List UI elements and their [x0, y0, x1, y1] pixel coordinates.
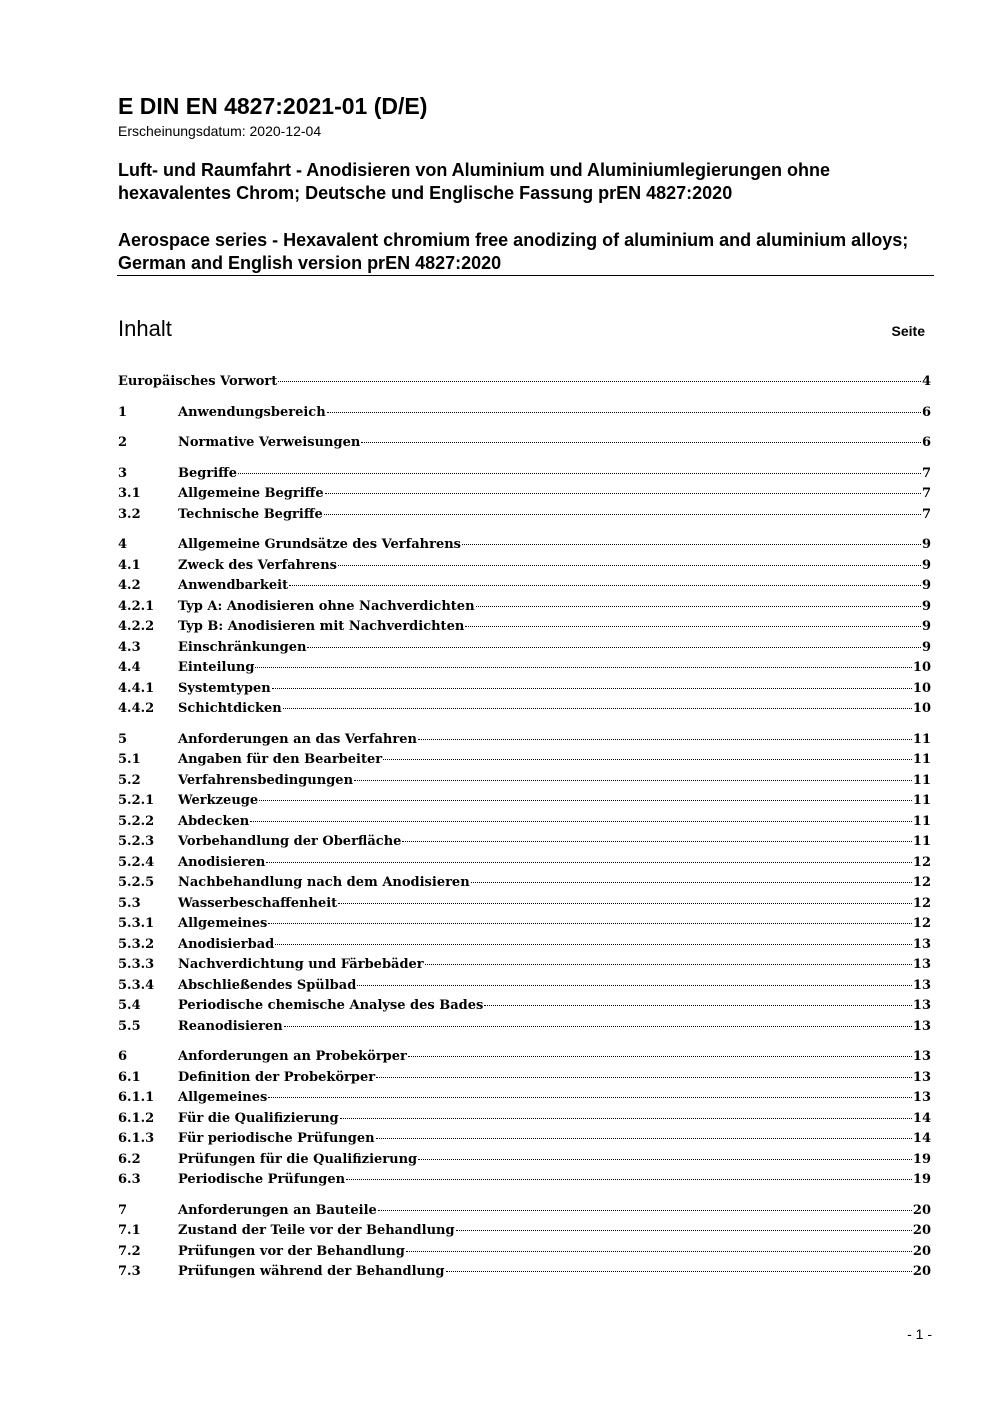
toc-dot-leader [238, 473, 921, 474]
toc-entry-title: Periodische Prüfungen [178, 1172, 346, 1187]
toc-entry[interactable] [118, 1068, 931, 1089]
toc-entry[interactable] [118, 464, 931, 485]
toc-entry-page: 13 [912, 977, 931, 993]
toc-entry[interactable] [118, 1150, 931, 1171]
toc-entry-number: 4.2.2 [118, 619, 155, 634]
toc-entry-title: Anforderungen an das Verfahren [178, 731, 417, 747]
toc-entry-page: 7 [921, 506, 931, 522]
toc-entry-page: 11 [912, 793, 931, 808]
toc-entry[interactable] [118, 935, 931, 956]
toc-entry-number: 5.3 [118, 895, 141, 911]
toc-entry[interactable] [118, 505, 931, 526]
toc-entry-title: Technische Begriffe [178, 506, 323, 522]
toc-entry-number: 7.2 [118, 1243, 141, 1259]
toc-entry[interactable] [118, 576, 931, 597]
toc-entry-page: 14 [912, 1110, 931, 1126]
toc-entry-title: Vorbehandlung der Oberfläche [178, 834, 402, 849]
toc-entry-title: Abdecken [178, 813, 250, 829]
toc-entry-page: 11 [912, 834, 931, 849]
header-divider [117, 275, 934, 276]
table-of-contents [118, 372, 931, 1283]
toc-entry-title: Für die Qualifizierung [178, 1110, 339, 1126]
toc-dot-leader [376, 1077, 912, 1078]
toc-entry-title: Anodisieren [178, 854, 266, 870]
toc-entry[interactable] [118, 1088, 931, 1109]
toc-entry-title: Verfahrensbedingungen [178, 772, 354, 788]
toc-entry-page: 13 [912, 1049, 931, 1064]
toc-dot-leader [283, 708, 912, 709]
toc-entry-number: 5.3.2 [118, 936, 155, 952]
toc-entry-number: 6.1.1 [118, 1090, 155, 1105]
toc-entry-page: 13 [912, 1069, 931, 1085]
toc-entry[interactable] [118, 597, 931, 618]
toc-entry-page: 9 [921, 557, 931, 573]
toc-dot-leader [346, 1179, 912, 1180]
toc-entry-title: Anwendbarkeit [178, 578, 289, 593]
toc-entry-page: 4 [921, 374, 931, 389]
toc-entry-number: 5.5 [118, 1018, 141, 1034]
toc-entry[interactable] [118, 1129, 931, 1150]
toc-entry-title: Abschließendes Spülbad [178, 977, 357, 993]
toc-entry-title: Anforderungen an Probekörper [178, 1049, 407, 1064]
toc-entry-page: 11 [912, 772, 931, 788]
toc-entry[interactable] [118, 617, 931, 638]
toc-entry[interactable] [118, 996, 931, 1017]
toc-entry-number: 6.1.2 [118, 1110, 155, 1126]
toc-entry-title: Für periodische Prüfungen [178, 1131, 375, 1146]
toc-entry[interactable] [118, 403, 931, 424]
publication-date: Erscheinungsdatum: 2020-12-04 [118, 123, 322, 139]
toc-entry[interactable] [118, 894, 931, 915]
toc-dot-leader [383, 759, 912, 760]
toc-entry-title: Einschränkungen [178, 639, 307, 655]
toc-entry-number: 6.3 [118, 1172, 141, 1187]
toc-entry-page: 19 [912, 1151, 931, 1167]
toc-entry-title: Anwendungsbereich [178, 404, 326, 420]
document-id: E DIN EN 4827:2021-01 (D/E) [118, 93, 428, 119]
toc-entry-title: Definition der Probekörper [178, 1069, 376, 1085]
toc-entry-page: 9 [921, 639, 931, 655]
toc-entry-title: Typ A: Anodisieren ohne Nachverdichten [178, 598, 475, 614]
toc-entry[interactable] [118, 1017, 931, 1038]
toc-entry[interactable] [118, 873, 931, 894]
toc-entry[interactable] [118, 433, 931, 454]
toc-entry-number: 5.2.4 [118, 854, 155, 870]
toc-entry-page: 12 [912, 895, 931, 911]
toc-entry[interactable] [118, 1201, 931, 1222]
toc-entry-page: 11 [912, 813, 931, 829]
toc-entry-number: 4.2.1 [118, 598, 155, 614]
toc-entry[interactable] [118, 699, 931, 720]
toc-entry-number: 4 [118, 537, 128, 552]
toc-entry[interactable] [118, 535, 931, 556]
toc-dot-leader [268, 923, 912, 924]
toc-entry-number: 6.1.3 [118, 1131, 155, 1146]
toc-entry[interactable] [118, 1170, 931, 1191]
page-number: - 1 - [907, 1326, 932, 1342]
toc-entry-title: Nachbehandlung nach dem Anodisieren [178, 875, 470, 890]
toc-dot-leader [338, 565, 921, 566]
toc-entry[interactable] [118, 812, 931, 833]
toc-entry[interactable] [118, 853, 931, 874]
toc-entry-page: 13 [912, 936, 931, 952]
toc-entry-title: Normative Verweisungen [178, 435, 361, 450]
toc-entry-number: 5.2 [118, 772, 141, 788]
toc-dot-leader [325, 493, 921, 494]
toc-entry[interactable] [118, 556, 931, 577]
toc-entry-page: 6 [921, 435, 931, 450]
toc-dot-leader [376, 1138, 912, 1139]
toc-dot-leader [408, 1056, 912, 1057]
toc-entry-page: 7 [921, 465, 931, 481]
toc-dot-leader [446, 1271, 912, 1272]
toc-entry-number: 5 [118, 731, 128, 747]
toc-entry-number: 7 [118, 1202, 128, 1218]
toc-entry-number: 5.2.2 [118, 813, 155, 829]
toc-entry-number: 4.4 [118, 660, 141, 675]
toc-entry-title: Systemtypen [178, 680, 271, 696]
toc-dot-leader [272, 688, 912, 689]
toc-dot-leader [462, 544, 921, 545]
toc-entry-number: 4.1 [118, 557, 141, 573]
toc-dot-leader [406, 1251, 912, 1252]
toc-entry-number: 5.2.3 [118, 834, 155, 849]
toc-dot-leader [340, 1118, 912, 1119]
toc-entry-title: Einteilung [178, 660, 255, 675]
toc-entry-page: 9 [921, 537, 931, 552]
toc-dot-leader [266, 862, 912, 863]
toc-entry-page: 7 [921, 486, 931, 501]
toc-entry-number: 6.2 [118, 1151, 141, 1167]
toc-entry[interactable] [118, 750, 931, 771]
toc-page-label: Seite [891, 323, 925, 339]
toc-entry-page: 13 [912, 998, 931, 1013]
toc-entry-page: 10 [912, 660, 931, 675]
toc-entry[interactable] [118, 638, 931, 659]
toc-entry[interactable] [118, 658, 931, 679]
toc-entry-page: 20 [912, 1223, 931, 1238]
toc-entry-page: 20 [912, 1243, 931, 1259]
toc-entry-page: 14 [912, 1131, 931, 1146]
toc-heading: Inhalt [118, 316, 172, 341]
toc-entry-page: 9 [921, 598, 931, 614]
toc-dot-leader [471, 882, 912, 883]
toc-dot-leader [361, 442, 921, 443]
toc-entry-title: Nachverdichtung und Färbebäder [178, 957, 424, 972]
toc-entry-page: 13 [912, 1090, 931, 1105]
toc-entry-title: Periodische chemische Analyse des Bades [178, 998, 484, 1013]
toc-entry-title: Werkzeuge [178, 793, 259, 808]
toc-entry-title: Anforderungen an Bauteile [178, 1202, 377, 1218]
toc-entry[interactable] [118, 955, 931, 976]
toc-entry-page: 10 [912, 680, 931, 696]
toc-dot-leader [465, 626, 921, 627]
toc-entry-title: Schichtdicken [178, 701, 282, 716]
toc-dot-leader [327, 412, 921, 413]
toc-dot-leader [425, 964, 912, 965]
toc-entry-number: 7.1 [118, 1223, 141, 1238]
toc-entry-title: Begriffe [178, 465, 238, 481]
toc-entry-number: 5.3.3 [118, 957, 155, 972]
toc-entry-page: 11 [912, 731, 931, 747]
toc-entry-page: 10 [912, 701, 931, 716]
toc-entry-title: Zustand der Teile vor der Behandlung [178, 1223, 455, 1238]
toc-entry-title: Typ B: Anodisieren mit Nachverdichten [178, 619, 465, 634]
toc-entry-title: Prüfungen während der Behandlung [178, 1264, 445, 1279]
toc-entry-page: 20 [912, 1202, 931, 1218]
toc-entry-title: Zweck des Verfahrens [178, 557, 337, 573]
toc-dot-leader [275, 944, 912, 945]
toc-entry-number: 3 [118, 465, 128, 481]
toc-entry-number: 1 [118, 404, 128, 420]
toc-entry-page: 13 [912, 1018, 931, 1034]
toc-entry-page: 20 [912, 1264, 931, 1279]
toc-entry[interactable] [118, 1242, 931, 1263]
toc-dot-leader [307, 647, 921, 648]
toc-dot-leader [418, 1159, 912, 1160]
toc-entry-number: 6 [118, 1049, 128, 1064]
toc-entry-title: Allgemeines [178, 1090, 268, 1105]
toc-entry[interactable] [118, 832, 931, 853]
toc-entry[interactable] [118, 484, 931, 505]
toc-entry-number: 3.2 [118, 506, 141, 522]
toc-dot-leader [259, 800, 912, 801]
toc-entry-title: Anodisierbad [178, 936, 275, 952]
toc-entry-title: Angaben für den Bearbeiter [178, 752, 383, 767]
toc-entry[interactable] [118, 1047, 931, 1068]
toc-dot-leader [255, 667, 911, 668]
toc-entry-title: Reanodisieren [178, 1018, 283, 1034]
toc-dot-leader [378, 1210, 912, 1211]
toc-entry[interactable] [118, 372, 931, 393]
toc-entry[interactable] [118, 679, 931, 700]
toc-entry-number: 4.4.2 [118, 701, 155, 716]
toc-dot-leader [418, 739, 912, 740]
toc-entry-page: 9 [921, 578, 931, 593]
toc-entry[interactable] [118, 730, 931, 751]
toc-entry-number: 7.3 [118, 1264, 141, 1279]
toc-entry-page: 12 [912, 854, 931, 870]
toc-entry[interactable] [118, 1109, 931, 1130]
title-german: Luft- und Raumfahrt - Anodisieren von Aluminium und Aluminiumlegierungen ohne hexavalentes Chrom; Deutsche und Englische Fassung prEN 4827:2020 [118, 160, 830, 203]
toc-entry-number: 4.4.1 [118, 680, 155, 696]
toc-entry[interactable] [118, 791, 931, 812]
toc-dot-leader [289, 585, 921, 586]
toc-dot-leader [456, 1230, 912, 1231]
toc-entry-page: 19 [912, 1172, 931, 1187]
toc-entry-page: 6 [921, 404, 931, 420]
toc-entry-number: 6.1 [118, 1069, 141, 1085]
toc-dot-leader [324, 514, 921, 515]
toc-dot-leader [402, 841, 911, 842]
toc-entry-title: Prüfungen für die Qualifizierung [178, 1151, 418, 1167]
toc-entry-page: 12 [912, 916, 931, 931]
toc-entry-page: 9 [921, 619, 931, 634]
toc-entry-number: 5.2.1 [118, 793, 155, 808]
toc-entry-page: 11 [912, 752, 931, 767]
toc-entry-title: Allgemeine Grundsätze des Verfahrens [178, 537, 461, 552]
toc-entry-page: 12 [912, 875, 931, 890]
toc-entry[interactable] [118, 976, 931, 997]
toc-dot-leader [484, 1005, 912, 1006]
toc-entry[interactable] [118, 914, 931, 935]
toc-entry-title: Prüfungen vor der Behandlung [178, 1243, 405, 1259]
toc-entry-title: Allgemeines [178, 916, 268, 931]
toc-entry-number: 5.2.5 [118, 875, 155, 890]
toc-entry-number: 2 [118, 435, 128, 450]
toc-entry-title: Wasserbeschaffenheit [178, 895, 338, 911]
toc-entry[interactable] [118, 1221, 931, 1242]
toc-entry-number: 4.3 [118, 639, 141, 655]
toc-entry-number: 5.3.1 [118, 916, 155, 931]
toc-dot-leader [338, 903, 912, 904]
toc-entry[interactable] [118, 1262, 931, 1283]
toc-dot-leader [268, 1097, 912, 1098]
toc-dot-leader [278, 381, 921, 382]
toc-entry[interactable] [118, 771, 931, 792]
toc-entry-number: 4.2 [118, 578, 141, 593]
toc-entry-title: Europäisches Vorwort [118, 374, 278, 389]
title-english: Aerospace series - Hexavalent chromium free anodizing of aluminium and aluminium alloys; German and English version prEN 4827:2020 [118, 230, 909, 273]
toc-dot-leader [250, 821, 912, 822]
toc-entry-number: 5.1 [118, 752, 141, 767]
toc-entry-page: 13 [912, 957, 931, 972]
toc-dot-leader [354, 780, 912, 781]
toc-dot-leader [357, 985, 912, 986]
toc-dot-leader [476, 606, 921, 607]
toc-entry-number: 5.4 [118, 998, 141, 1013]
toc-entry-title: Allgemeine Begriffe [178, 486, 324, 501]
toc-dot-leader [284, 1026, 912, 1027]
toc-entry-number: 3.1 [118, 486, 141, 501]
toc-entry-number: 5.3.4 [118, 977, 155, 993]
